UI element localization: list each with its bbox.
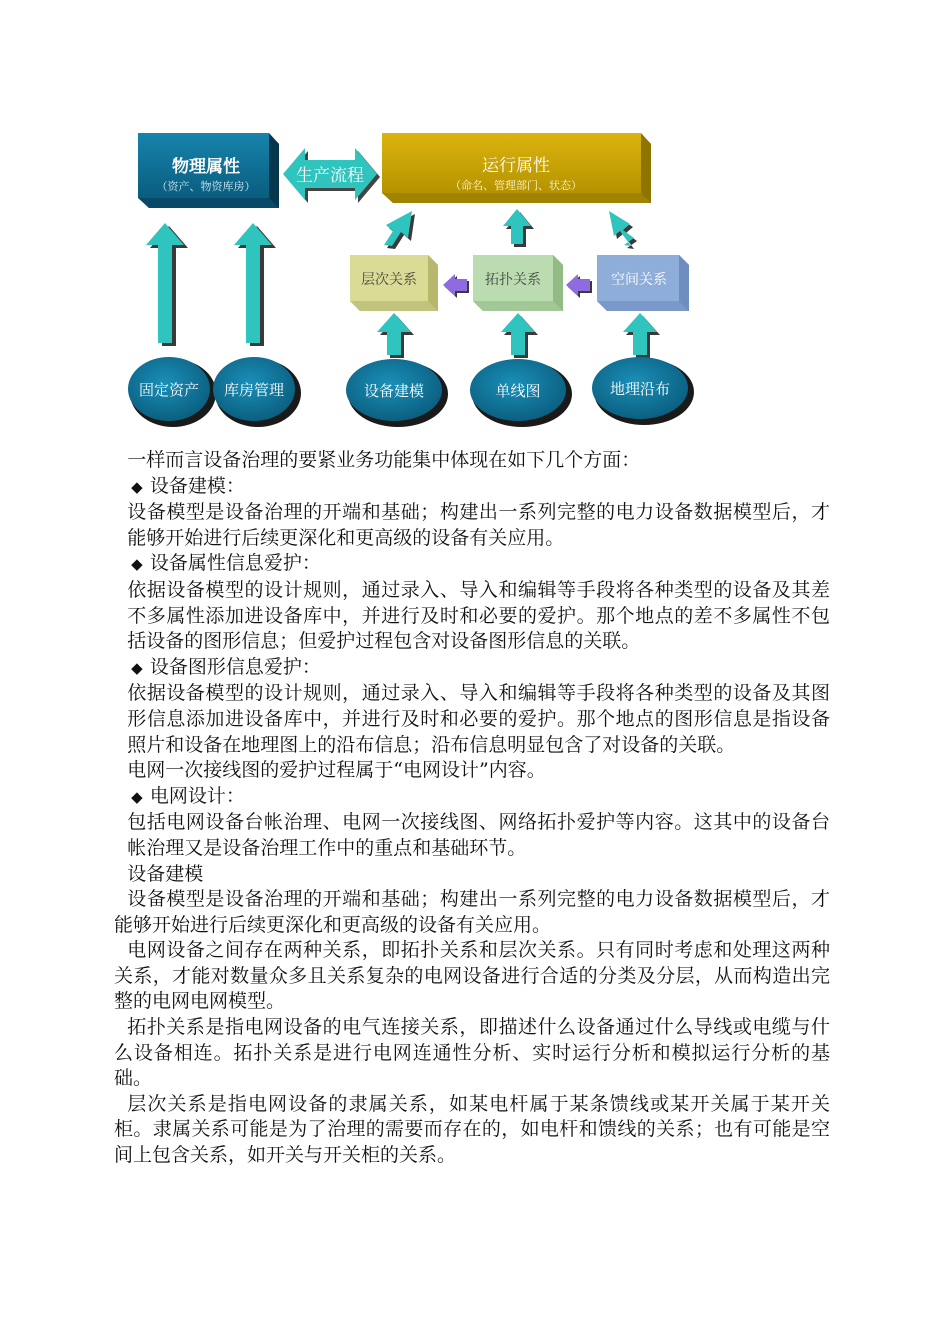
production-flow-label: 生产流程 xyxy=(296,166,364,186)
topology-relation-box xyxy=(473,255,563,311)
bullet-heading-equipment-modeling xyxy=(114,474,830,501)
paragraph-equipment-modeling: 设备模型是设备治理的开端和基础；构建出一系列完整的电力设备数据模型后，才能够开始进行后续更深化和更高级的设备有关应用。 xyxy=(127,501,830,549)
operation-attributes-title: 运行属性 xyxy=(482,156,550,176)
arrow-topology-to-operation xyxy=(503,209,534,247)
operation-attributes-subtitle: （命名、管理部门、状态） xyxy=(450,179,582,192)
bullet-heading-grid-design xyxy=(114,784,830,811)
operation-attributes-box xyxy=(382,133,651,203)
single-line-diagram-bubble xyxy=(470,359,572,427)
equipment-modeling-label: 设备建模 xyxy=(363,382,425,400)
bullet-marker: ◆ xyxy=(131,658,143,677)
paragraph-modeling-basis: 设备模型是设备治理的开端和基础；构建出一系列完整的电力设备数据模型后，才能够开始进行后续更深化和更高级的设备有关应用。 xyxy=(114,888,830,936)
bullet-heading-text: 设备属性信息爱护： xyxy=(149,552,321,575)
warehouse-management-label: 库房管理 xyxy=(223,381,285,399)
paragraph-two-relations: 电网设备之间存在两种关系，即拓扑关系和层次关系。只有同时考虑和处理这两种关系，才能对数量众多且关系复杂的电网设备进行合适的分类及分层，从而构造出完整的电网电网模型。 xyxy=(114,939,830,1013)
bullet-heading-graphic-maintenance xyxy=(114,655,830,682)
arrow-hierarchy-to-operation xyxy=(384,211,415,249)
arrow-singleline-to-topology xyxy=(501,313,538,358)
spatial-relation-label: 空间关系 xyxy=(611,272,667,288)
arrow-spatial-to-operation xyxy=(609,211,637,249)
geo-layout-bubble xyxy=(592,357,694,425)
bullet-marker: ◆ xyxy=(131,555,143,574)
paragraph-attribute-maintenance: 依据设备模型的设计规则，通过录入、导入和编辑等手段将各种类型的设备及其差不多属性添加进设备库中，并进行及时和必要的爱护。那个地点的差不多属性不包括设备的图形信息；但爱护过程包含对设备图形信息的关联。 xyxy=(127,578,830,653)
production-flow-arrow xyxy=(283,148,380,203)
physical-attributes-box xyxy=(138,133,279,208)
paragraph-topology-relation: 拓扑关系是指电网设备的电气连接关系，即描述什么设备通过什么导线或电缆与什么设备相连。拓扑关系是进行电网连通性分析、实时运行分析和模拟运行分析的基础。 xyxy=(114,1016,830,1090)
attribute-relationship-diagram xyxy=(0,0,950,440)
physical-attributes-title: 物理属性 xyxy=(172,157,240,177)
geo-layout-label: 地理沿布 xyxy=(609,380,671,398)
arrow-geo-to-spatial xyxy=(623,313,660,358)
paragraph-grid-design-note: 电网一次接线图的爱护过程属于“电网设计”内容。 xyxy=(127,759,546,782)
spatial-relation-box xyxy=(597,255,689,311)
fixed-assets-bubble xyxy=(128,357,216,427)
bullet-heading-text: 电网设计： xyxy=(149,784,245,807)
arrow-modeling-to-hierarchy xyxy=(377,313,414,358)
up-arrow-warehouse xyxy=(234,223,276,346)
hierarchy-relation-box xyxy=(350,255,438,311)
fixed-assets-label: 固定资产 xyxy=(138,381,200,399)
warehouse-management-bubble xyxy=(213,357,301,427)
up-arrow-fixed-assets xyxy=(146,223,188,346)
bullet-heading-text: 设备图形信息爱护： xyxy=(149,655,321,678)
topology-relation-label: 拓扑关系 xyxy=(485,272,541,288)
arrow-spatial-to-topology xyxy=(566,274,592,298)
bullet-heading-text: 设备建模： xyxy=(149,474,245,497)
document-body xyxy=(114,448,830,1169)
bullet-heading-attribute-maintenance xyxy=(114,551,830,578)
arrow-topology-to-hierarchy xyxy=(443,274,469,298)
bullet-marker: ◆ xyxy=(131,787,143,806)
hierarchy-relation-label: 层次关系 xyxy=(361,272,417,288)
single-line-diagram-label: 单线图 xyxy=(495,382,541,400)
intro-paragraph: 一样而言设备治理的要紧业务功能集中体现在如下几个方面： xyxy=(127,449,641,471)
equipment-modeling-bubble xyxy=(346,359,448,427)
paragraph-graphic-maintenance: 依据设备模型的设计规则，通过录入、导入和编辑等手段将各种类型的设备及其图形信息添加进设备库中，并进行及时和必要的爱护。那个地点的图形信息是指设备照片和设备在地理图上的沿布信息；沿布信息明显包含了对设备的关联。 xyxy=(127,682,830,756)
paragraph-grid-design: 包括电网设备台帐治理、电网一次接线图、网络拓扑爱护等内容。这其中的设备台帐治理又是设备治理工作中的重点和基础环节。 xyxy=(127,811,830,859)
paragraph-hierarchy-relation: 层次关系是指电网设备的隶属关系，如某电杆属于某条馈线或某开关属于某开关柜。隶属关系可能是为了治理的需要而存在的，如电杆和馈线的关系；也有可能是空间上包含关系，如开关与开关柜的关系。 xyxy=(114,1092,830,1167)
section-heading-equipment-modeling: 设备建模 xyxy=(127,862,204,885)
physical-attributes-subtitle: （资产、物资库房） xyxy=(156,180,256,193)
bullet-marker: ◆ xyxy=(131,477,143,496)
